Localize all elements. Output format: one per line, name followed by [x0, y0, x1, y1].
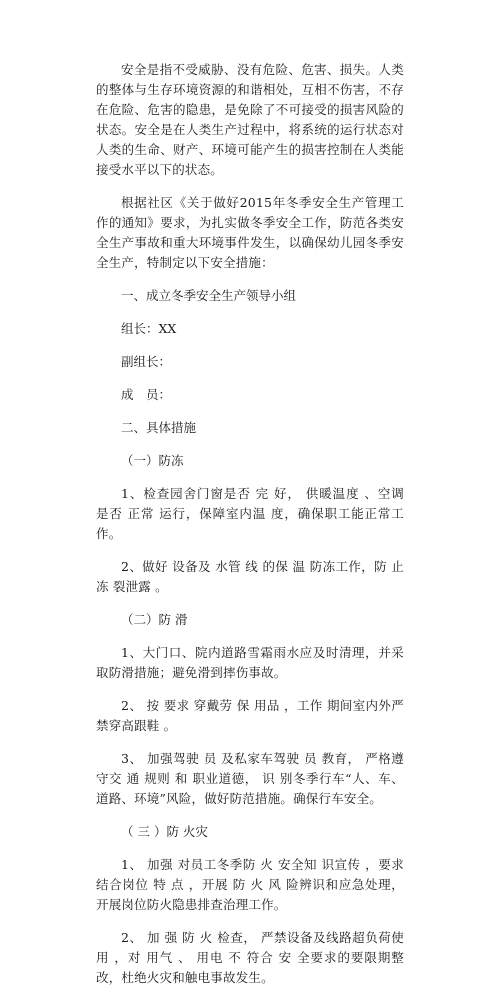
- section-heading-1: 一、成立冬季安全生产领导小组: [121, 288, 297, 303]
- fire-item-2: 2、 加 强 防 火 检查， 严禁设备及线路超负荷使用 ，对 用气 、 用电 不 符合 安 全要求的要限期整改，杜绝火灾和触电事故发生。: [96, 930, 404, 985]
- basis-paragraph: 根据社区《关于做好2015年冬季安全生产管理工作的通知》要求，为扎实做冬季安全工作，防范各类安全生产事故和重大环境事件发生，以确保幼儿园冬季安全生产，特制定以下安全措施：: [96, 195, 404, 270]
- antifreeze-item-1: 1、检查园舍门窗是否 完 好， 供暖温度 、空调 是否 正常 运行，保障室内温 度，确保职工能正常工作。: [96, 486, 404, 541]
- deputy-leader-line: 副组长：: [121, 354, 172, 369]
- intro-paragraph: 安全是指不受威胁、没有危险、危害、损失。人类的整体与生存环境资源的和谐相处，互相不伤害，不存在危险、危害的隐患，是免除了不可接受的损害风险的状态。安全是在人类生产过程中，将系统的运行状态对人类的生命、财产、环境可能产生的损害控制在人类能接受水平以下的状态。: [96, 62, 404, 177]
- leader-line: 组长：XX: [121, 321, 177, 336]
- members-line: 成 员：: [121, 387, 172, 402]
- antislip-item-2: 2、 按 要求 穿戴劳 保 用品 ，工作 期间室内外严禁穿高跟鞋 。: [96, 698, 404, 733]
- subsection-heading-antifreeze: （一）防冻: [121, 453, 184, 468]
- subsection-heading-fire: （ 三 ）防 火灾: [121, 824, 208, 839]
- antifreeze-item-2: 2、做好 设备及 水管 线 的保 温 防冻工作，防 止 冻 裂泄露 。: [96, 559, 404, 594]
- section-heading-2: 二、具体措施: [121, 420, 197, 435]
- antislip-item-3: 3、 加强驾驶 员 及私家车驾驶 员 教育， 严格遵守交 通 规则 和 职业道德， 识 别冬季行车“人、车、道路、环境”风险，做好防范措施。确保行车安全。: [96, 751, 404, 806]
- antislip-item-1: 1、大门口、院内道路雪霜雨水应及时清理，并采取防滑措施；避免滑到摔伤事故。: [96, 645, 404, 680]
- fire-item-1: 1、 加强 对员工冬季防 火 安全知 识宣传 ，要求 结合岗位 特 点 ，开展 防 火 风 险辨识和应急处理，开展岗位防火隐患排查治理工作。: [96, 857, 404, 912]
- subsection-heading-antislip: （二）防 滑: [121, 612, 188, 627]
